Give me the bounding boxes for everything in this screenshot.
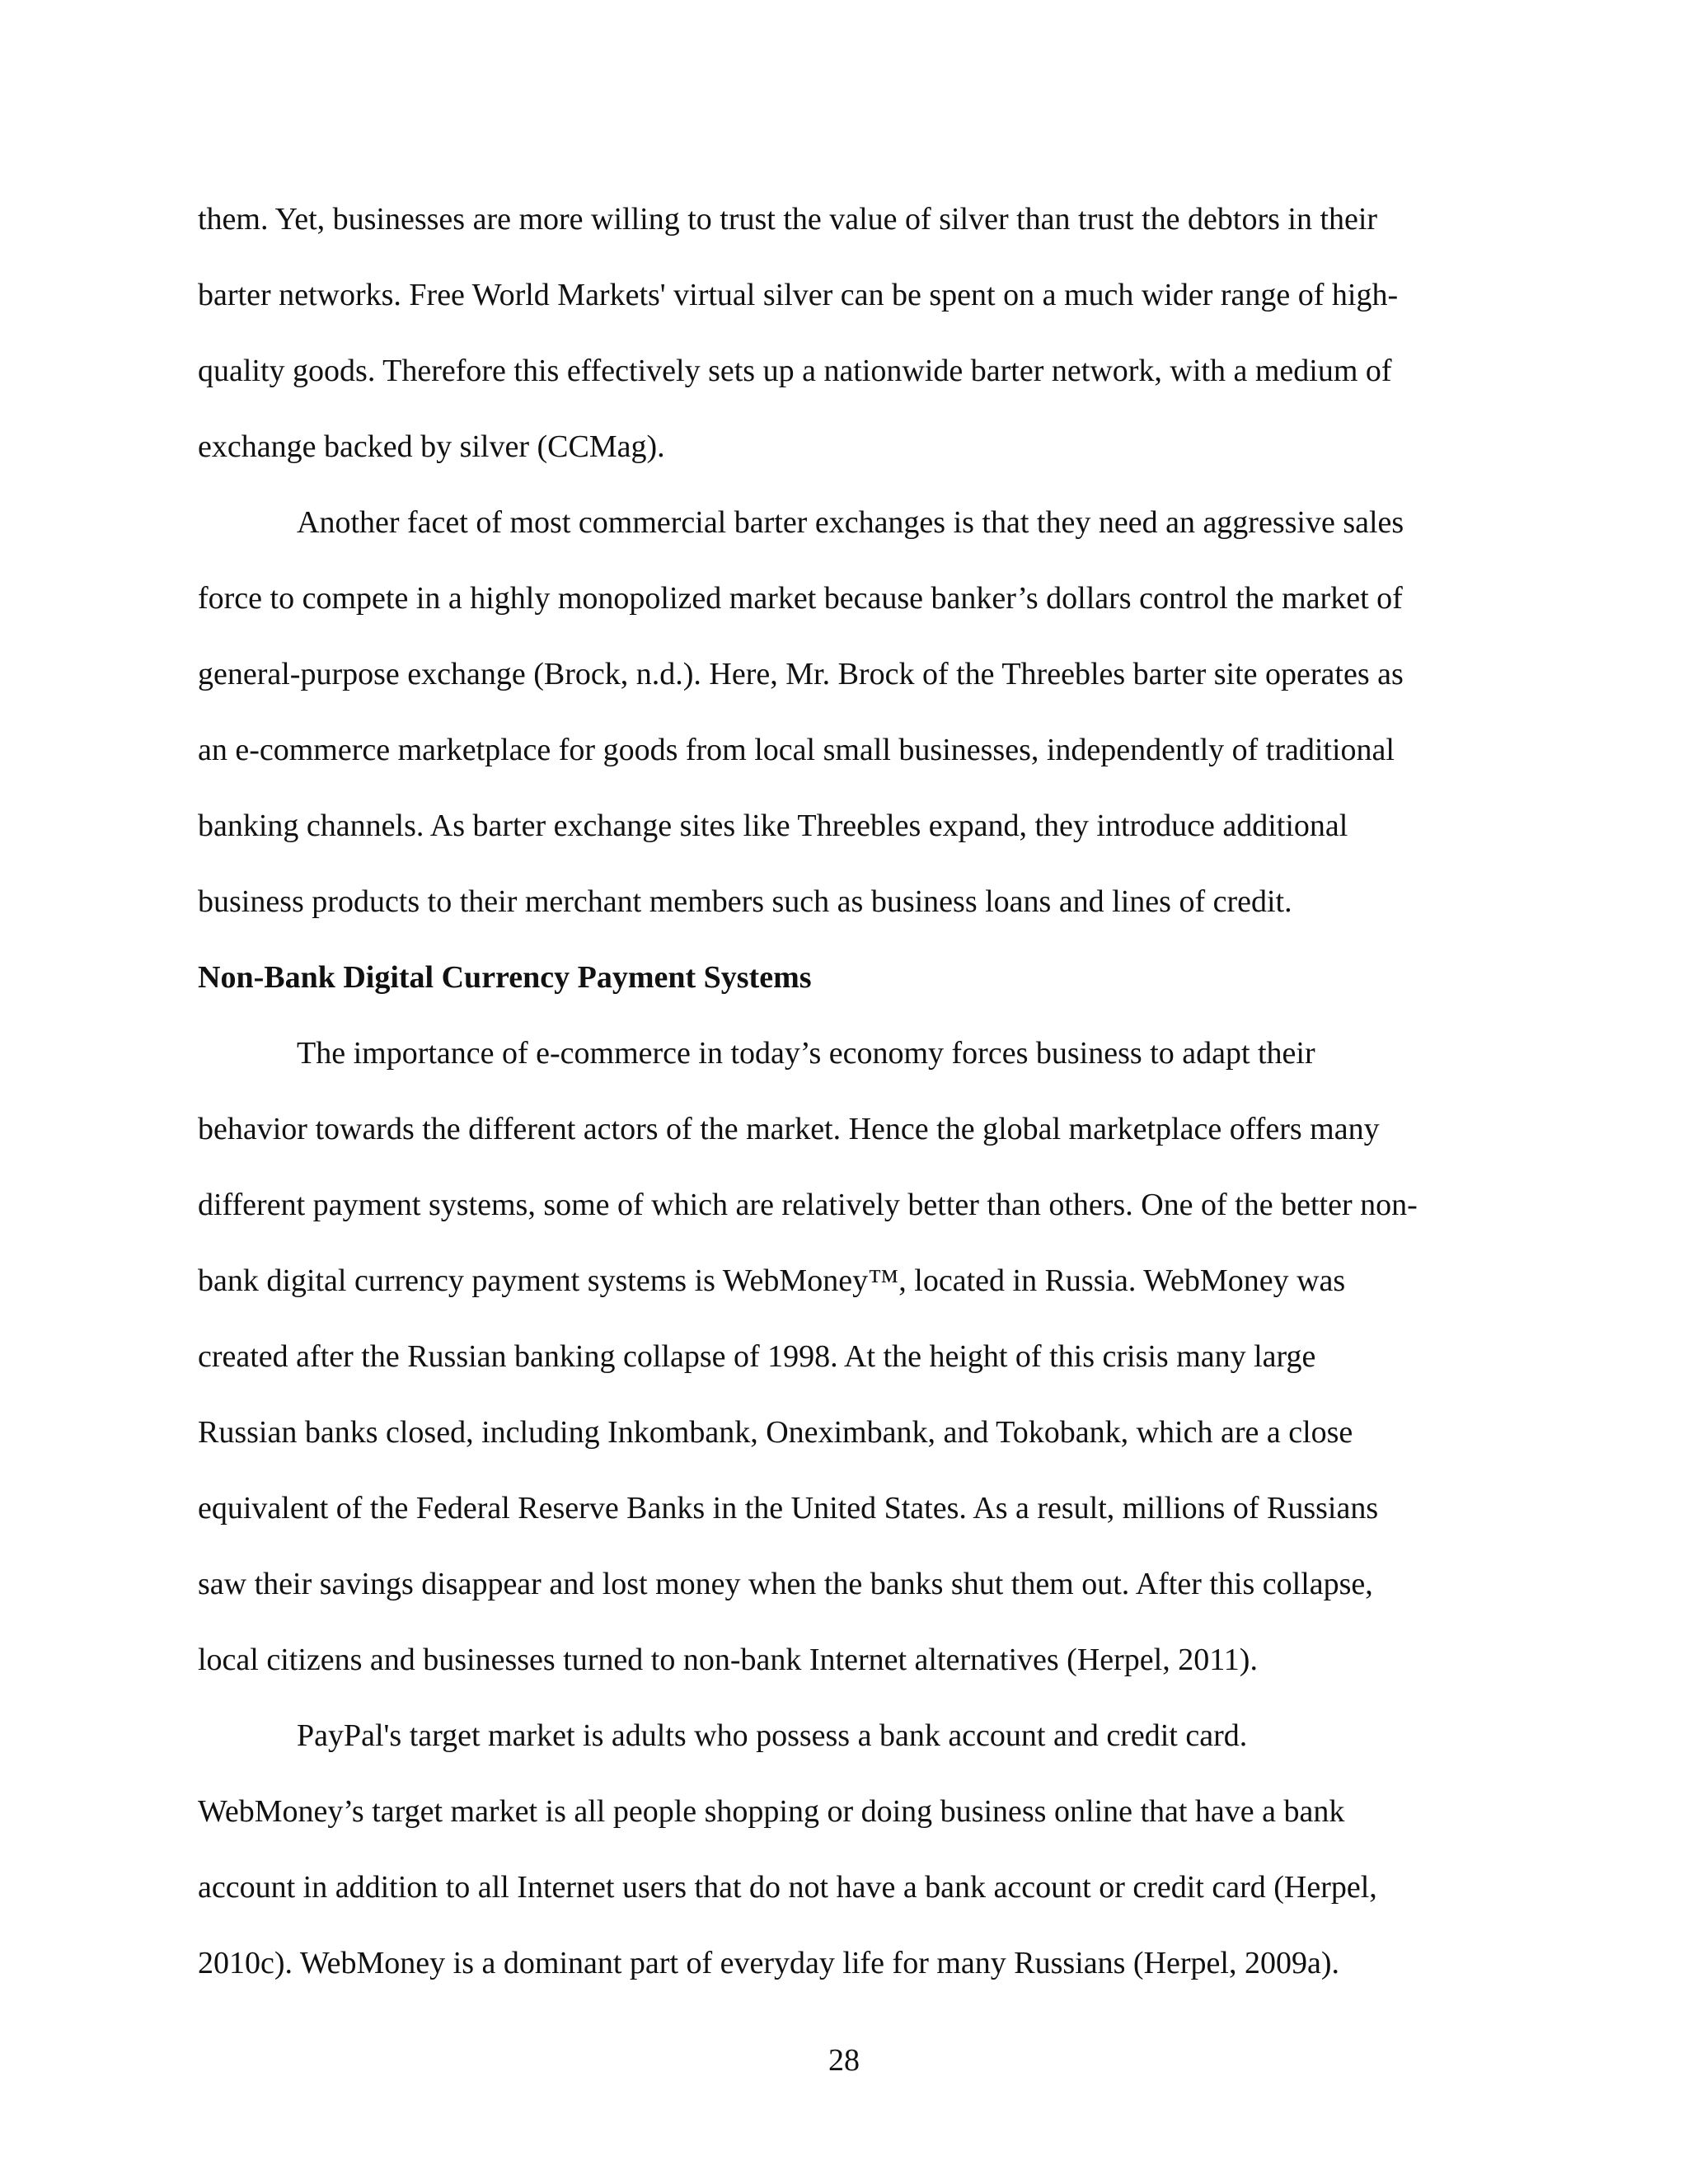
text-line: WebMoney’s target market is all people shopping or doing business online that have a bank: [198, 1794, 1345, 1829]
text-line: force to compete in a highly monopolized market because banker’s dollars control the market of: [198, 581, 1403, 616]
text-line: Another facet of most commercial barter exchanges is that they need an aggressive sales: [297, 505, 1404, 540]
page-number: 28: [828, 2043, 860, 2078]
text-line: banking channels. As barter exchange sites like Threebles expand, they introduce additional: [198, 808, 1348, 843]
text-line: The importance of e-commerce in today’s economy forces business to adapt their: [297, 1036, 1315, 1071]
paragraph-1: [198, 181, 1500, 485]
text-line: quality goods. Therefore this effectively sets up a nationwide barter network, with a medium of: [198, 354, 1392, 388]
text-line: general-purpose exchange (Brock, n.d.). Here, Mr. Brock of the Threebles barter site operates as: [198, 657, 1404, 691]
paragraph-2: [198, 485, 1500, 940]
text-line: behavior towards the different actors of the market. Hence the global marketplace offers many: [198, 1112, 1380, 1146]
text-line: account in addition to all Internet users that do not have a bank account or credit card (Herpel,: [198, 1870, 1377, 1905]
text-line: local citizens and businesses turned to non-bank Internet alternatives (Herpel, 2011).: [198, 1643, 1258, 1677]
text-line: them. Yet, businesses are more willing to trust the value of silver than trust the debtors in their: [198, 202, 1378, 237]
text-line: business products to their merchant members such as business loans and lines of credit.: [198, 884, 1292, 919]
text-line: equivalent of the Federal Reserve Banks in the United States. As a result, millions of Russians: [198, 1491, 1379, 1526]
paragraph-3: [198, 1015, 1500, 1698]
text-line: bank digital currency payment systems is WebMoney™, located in Russia. WebMoney was: [198, 1263, 1346, 1298]
text-line: created after the Russian banking collapse of 1998. At the height of this crisis many large: [198, 1339, 1316, 1374]
text-line: different payment systems, some of which are relatively better than others. One of the better non-: [198, 1188, 1418, 1222]
text-line: Russian banks closed, including Inkombank, Oneximbank, and Tokobank, which are a close: [198, 1415, 1353, 1450]
section-heading: Non-Bank Digital Currency Payment Systems: [198, 960, 812, 995]
paragraph-4: [198, 1698, 1500, 2001]
text-line: saw their savings disappear and lost money when the banks shut them out. After this collapse,: [198, 1567, 1373, 1601]
text-line: barter networks. Free World Markets' virtual silver can be spent on a much wider range of high-: [198, 278, 1399, 312]
text-line: PayPal's target market is adults who possess a bank account and credit card.: [297, 1718, 1248, 1753]
text-line: exchange backed by silver (CCMag).: [198, 429, 665, 464]
text-line: an e-commerce marketplace for goods from local small businesses, independently of traditional: [198, 733, 1395, 767]
text-line: 2010c). WebMoney is a dominant part of everyday life for many Russians (Herpel, 2009a).: [198, 1946, 1339, 1980]
body-text: [198, 181, 1500, 2001]
